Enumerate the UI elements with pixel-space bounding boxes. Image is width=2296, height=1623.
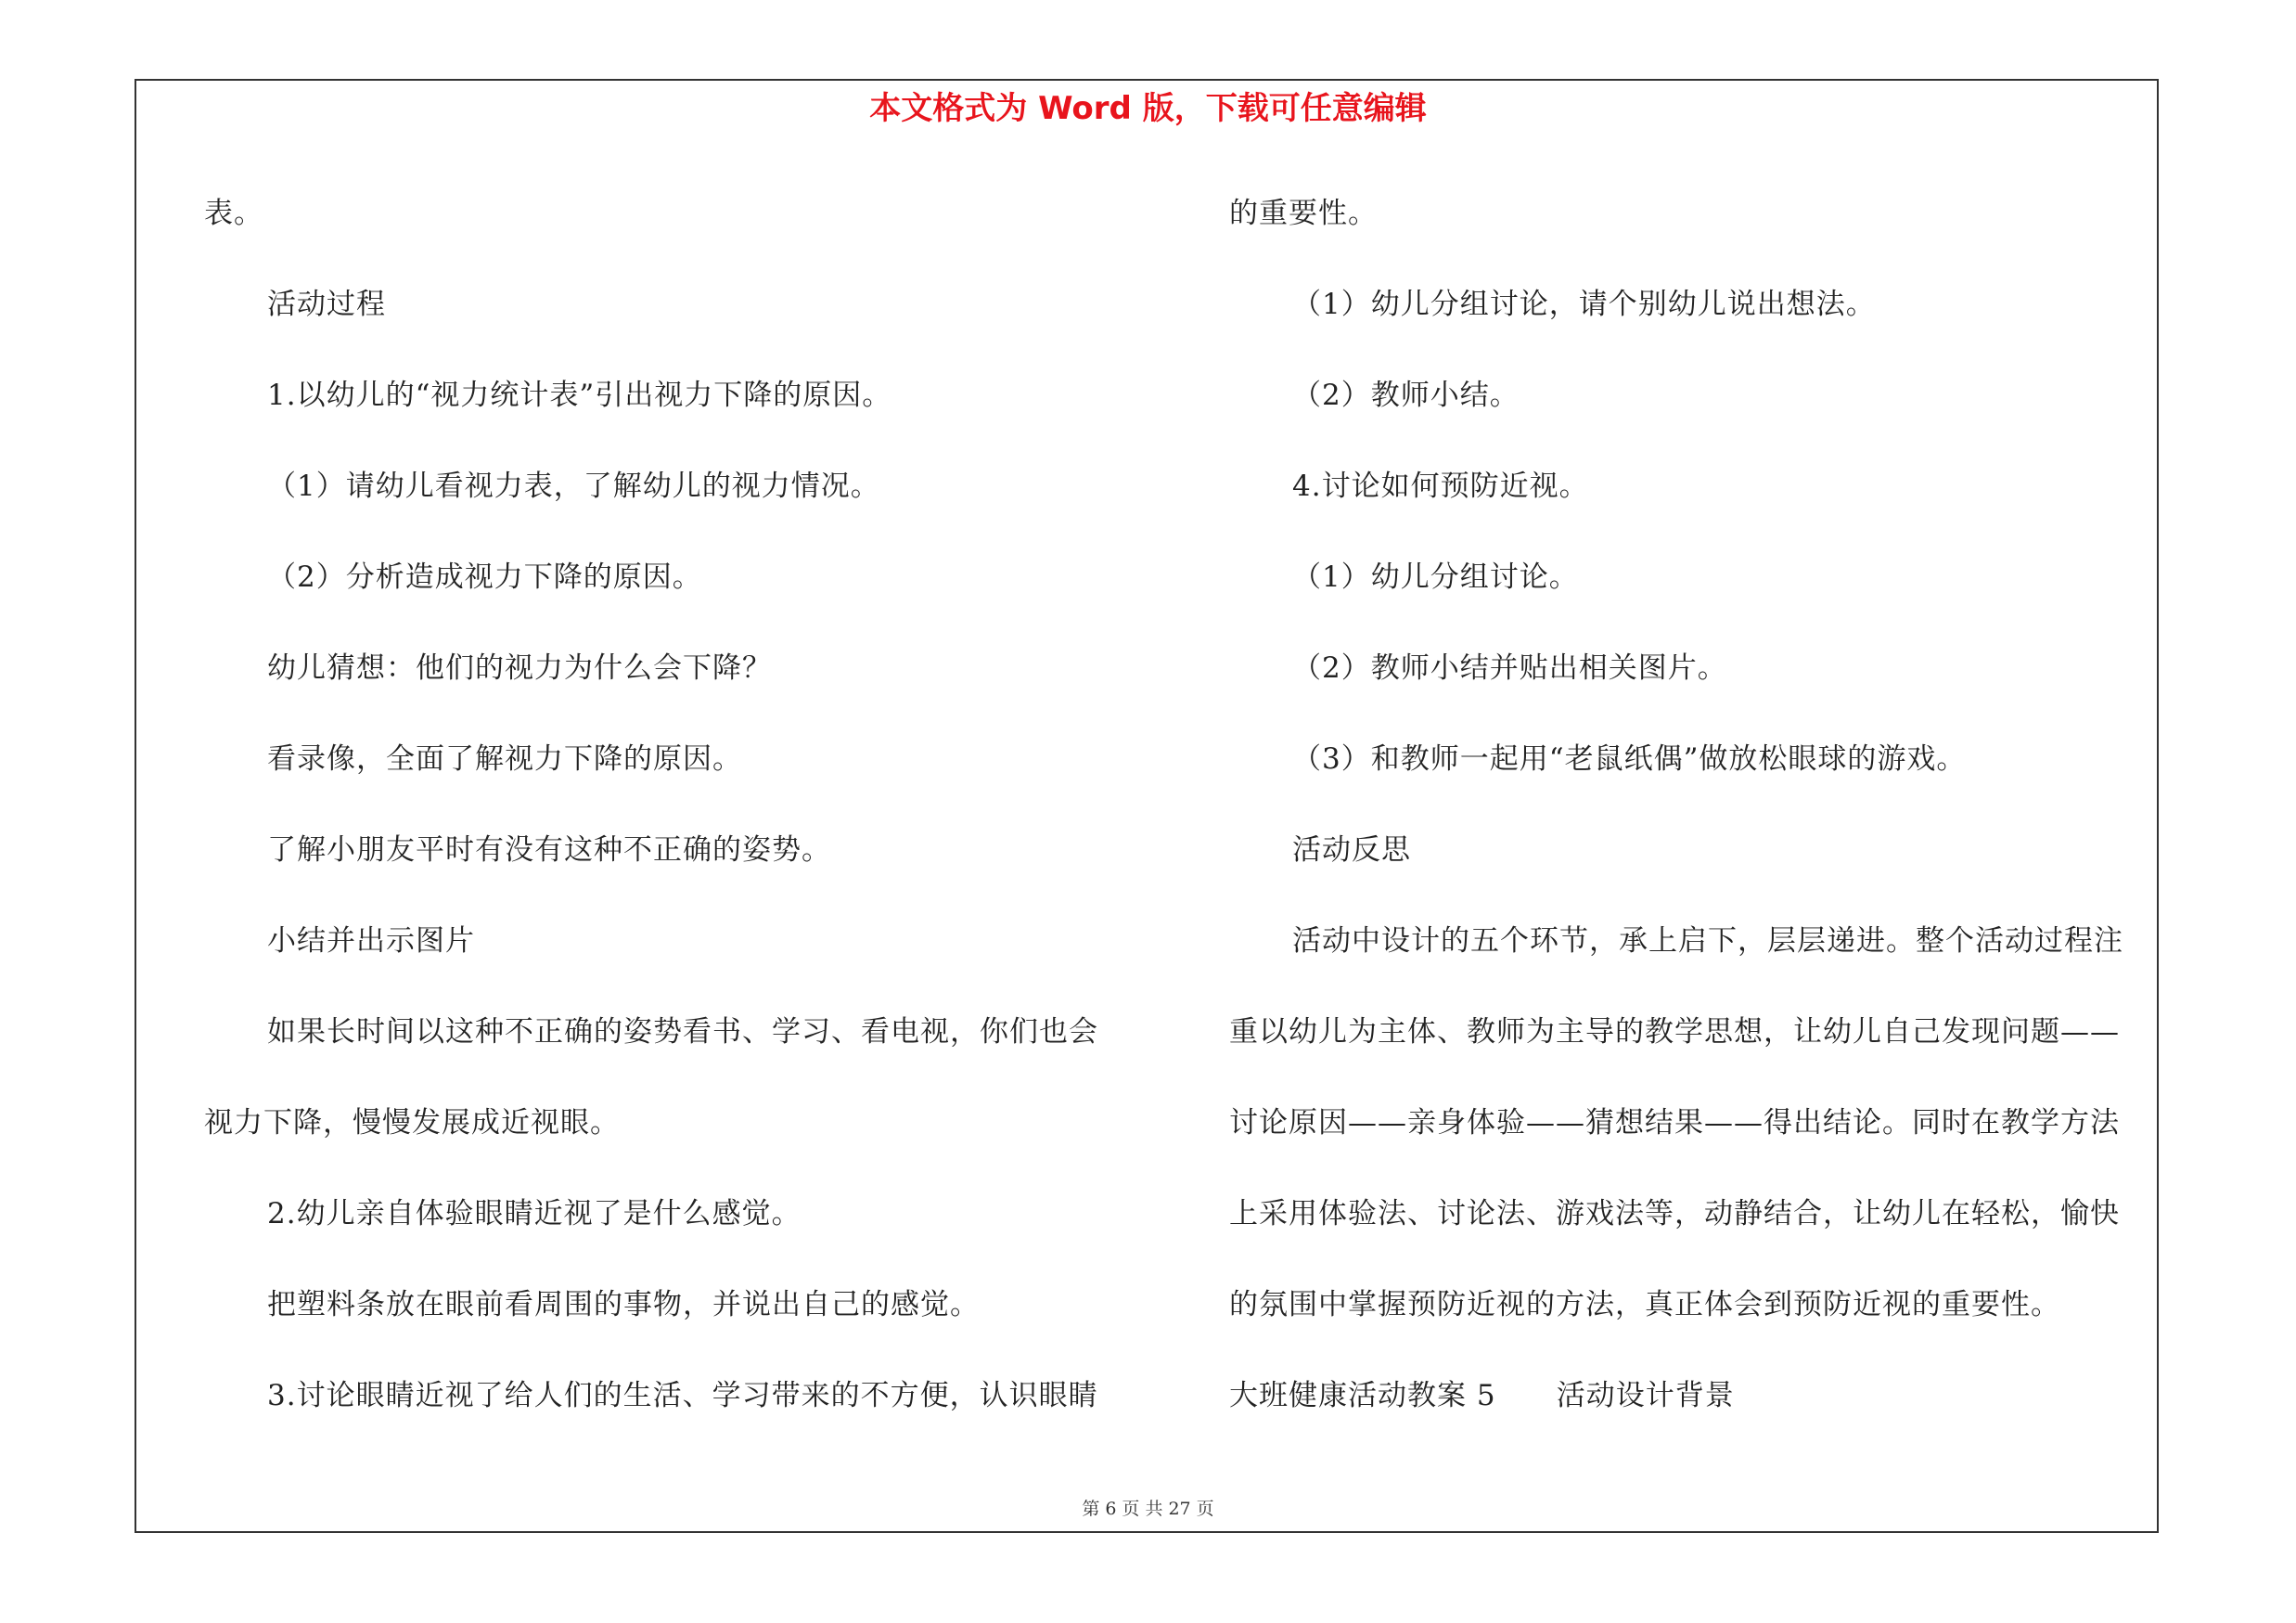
- paragraph-line: 讨论原因——亲身体验——猜想结果——得出结论。同时在教学方法: [1229, 1106, 2120, 1140]
- section-heading-activity-reflection: 活动反思: [1292, 833, 1411, 867]
- paragraph-line: 的氛围中掌握预防近视的方法，真正体会到预防近视的重要性。: [1229, 1288, 2060, 1321]
- current-page-number: 6: [1105, 1499, 1117, 1519]
- paragraph-line: 重以幼儿为主体、教师为主导的教学思想，让幼儿自己发现问题——: [1229, 1015, 2120, 1049]
- paragraph-line: 了解小朋友平时有没有这种不正确的姿势。: [267, 833, 831, 867]
- paragraph-line: 视力下降，慢慢发展成近视眼。: [204, 1106, 620, 1140]
- paragraph-line: 把塑料条放在眼前看周围的事物，并说出自己的感觉。: [267, 1288, 980, 1321]
- paragraph-line: （3）和教师一起用“老鼠纸偶”做放松眼球的游戏。: [1292, 742, 1967, 776]
- paragraph-line: （1）请幼儿看视力表，了解幼儿的视力情况。: [267, 470, 880, 503]
- paragraph-line: （2）教师小结。: [1292, 379, 1520, 412]
- paragraph-line: 4.讨论如何预防近视。: [1292, 470, 1589, 503]
- paragraph-line: 活动中设计的五个环节，承上启下，层层递进。整个活动过程注: [1292, 924, 2123, 958]
- page-number-footer: [0, 1496, 2296, 1522]
- lesson-plan-title: 大班健康活动教案 5 活动设计背景: [1229, 1379, 1735, 1412]
- paragraph-line: 小结并出示图片: [267, 924, 475, 958]
- page-prefix: 第: [1082, 1499, 1100, 1519]
- paragraph-line: 3.讨论眼睛近视了给人们的生活、学习带来的不方便，认识眼睛: [267, 1379, 1098, 1412]
- paragraph-line: 1.以幼儿的“视力统计表”引出视力下降的原因。: [267, 379, 892, 412]
- paragraph-line: （2）教师小结并贴出相关图片。: [1292, 651, 1727, 685]
- paragraph-line: 2.幼儿亲自体验眼睛近视了是什么感觉。: [267, 1197, 802, 1230]
- paragraph-line: 表。: [204, 197, 263, 230]
- section-heading-activity-process: 活动过程: [267, 288, 386, 321]
- paragraph-line: 上采用体验法、讨论法、游戏法等，动静结合，让幼儿在轻松，愉快: [1229, 1197, 2120, 1230]
- paragraph-line: 的重要性。: [1229, 197, 1378, 230]
- paragraph-line: （2）分析造成视力下降的原因。: [267, 560, 702, 594]
- page-suffix: 页: [1196, 1499, 1214, 1519]
- total-page-count: 27: [1168, 1499, 1191, 1519]
- paragraph-line: 看录像，全面了解视力下降的原因。: [267, 742, 742, 776]
- page-mid-text: 页 共: [1122, 1499, 1163, 1519]
- document-header-title: 本文格式为 Word 版，下载可任意编辑: [869, 90, 1427, 127]
- paragraph-line: （1）幼儿分组讨论。: [1292, 560, 1579, 594]
- paragraph-line: （1）幼儿分组讨论，请个别幼儿说出想法。: [1292, 288, 1876, 321]
- paragraph-line: 幼儿猜想：他们的视力为什么会下降？: [267, 651, 772, 685]
- paragraph-line: 如果长时间以这种不正确的姿势看书、学习、看电视，你们也会: [267, 1015, 1098, 1049]
